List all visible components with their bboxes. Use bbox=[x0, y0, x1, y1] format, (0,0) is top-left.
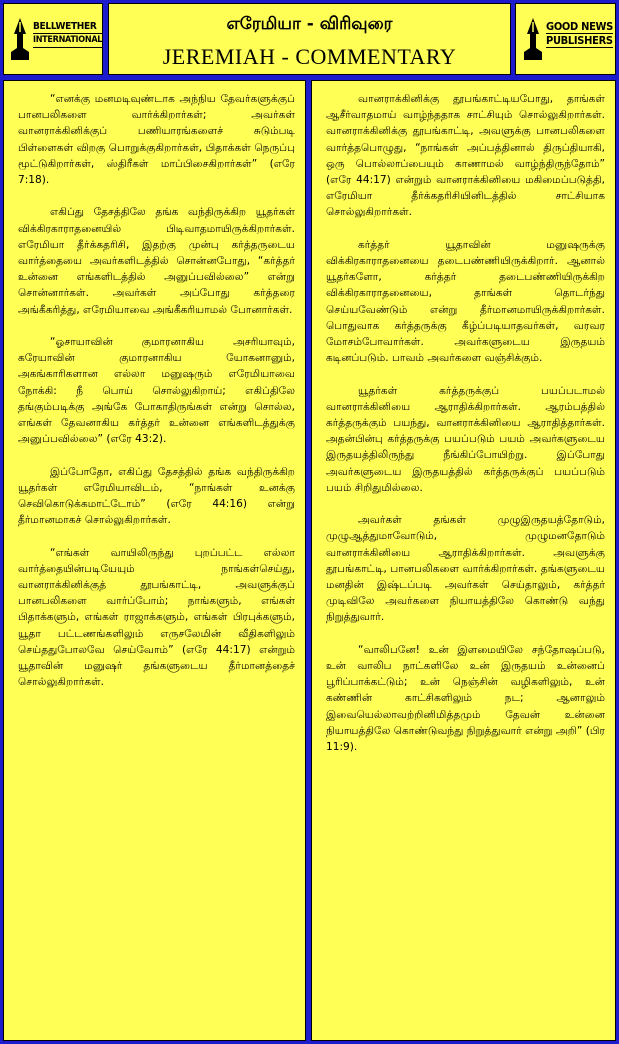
title-tamil: எரேமியா - விரிவுரை bbox=[226, 14, 393, 34]
logo-left-line2: INTERNATIONAL bbox=[33, 34, 102, 48]
paragraph: “வாலிபனே! உன் இளமையிலே சந்தோஷப்படு, உன் வாலிப நாட்களிலே உன் இருதயம் உன்னைப் பூரிப்பாக்கட்டும்; உன் நெஞ்சின் வழிகளிலும், உன் கண்ணின் காட்சிகளிலும் நட; ஆனாலும் இவையெல்லாவற்றினிமித்தமும் தேவன் உன்னை நியாயத்திலே கொண்டுவந்து நிறுத்துவார் என்று அறி” (பிர 11:9). bbox=[326, 643, 605, 754]
good-news-logo bbox=[515, 3, 616, 75]
paragraph: “எங்கள் வாயிலிருந்து புறப்பட்ட எல்லா வார்த்தையின்படியேயும் நாங்கள்செய்து, வானராக்கினிக்குத் தூபங்காட்டி, அவளுக்குப் பானபலிகளை வார்ப்போம்; நாங்களும், எங்கள் பிதாக்களும், எங்கள் ராஜாக்களும், எங்கள் பிரபுக்களும், யூதா பட்டணங்களிலும் எருசலேமின் வீதிகளிலும் செய்ததுபோலவே செய்வோம்” (எரே 44:17) என்றும் யூதாவின் மனுஷர் தங்களுடைய தீர்மானத்தைச் சொல்லுகிறார்கள். bbox=[18, 546, 295, 689]
paragraph: யூதர்கள் கர்த்தருக்குப் பயப்படாமல் வானராக்கினியை ஆராதிக்கிறார்கள். ஆரம்பத்தில் கர்த்தருக்கும் பயந்து, வானராக்கினியை ஆராதித்தார்கள். அதன்பின்பு கர்த்தருக்கு பயப்படும் பயம் அவர்களுடைய இருதயத்திலிருந்து நீங்கிப்போயிற்று. இப்போது அவர்களுடைய இருதயத்தில் கர்த்தருக்குப் பயப்படும் பயம் சிறிதுமில்லை. bbox=[326, 384, 605, 494]
logo-right-line2: PUBLISHERS bbox=[546, 34, 613, 47]
paragraph: இப்போதோ, எகிப்து தேசத்தில் தங்க வந்திருக்கிற யூதர்கள் எரேமியாவிடம், “நாங்கள் உனக்கு செவிகொடுக்கமாட்டோம்” (எரே 44:16) என்று தீர்மானமாகச் சொல்லுகிறார்கள். bbox=[18, 465, 295, 527]
left-column bbox=[3, 80, 306, 1041]
right-column-text bbox=[326, 91, 605, 771]
bellwether-logo bbox=[3, 3, 103, 75]
right-column bbox=[311, 80, 616, 1041]
paragraph: கர்த்தர் யூதாவின் மனுஷருக்கு விக்கிரகாராதனையை தடைபண்ணியிருக்கிறார். ஆனால் யூதர்களோ, கர்த்தர் தடைபண்ணியிருக்கிற விக்கிரகாராதனையை, தாங்கள் தொடர்ந்து செய்யவேண்டும் என்று தீர்மானமாயிருக்கிறார்கள். பொதுவாக கர்த்தருக்கு கீழ்ப்படியாதவர்கள், வரவர மோசம்போவார்கள். அவர்களுடைய இருதயம் கடினப்படும். பாவம் அவர்களை வஞ்சிக்கும். bbox=[326, 238, 605, 365]
paragraph: வானராக்கினிக்கு தூபங்காட்டியபோது, தாங்கள் ஆசீர்வாதமாய் வாழ்ந்ததாக சாட்சியும் சொல்லுகிறார்கள். வானராக்கினிக்கு தூபங்காட்டி, அவளுக்கு பானபலிகளை வார்த்தபொழுது, “நாங்கள் அப்பத்தினால் திருப்தியாகி, ஒரு பொல்லாப்பையும் காணாமல் வாழ்ந்திருந்தோம்” (எரே 44:17) என்றும் வானராக்கினியை மகிமைப்படுத்தி, எரேமியா தீர்க்கதரிசியினிடத்தில் சாட்சியாக சொல்லுகிறார்கள். bbox=[326, 93, 605, 219]
logo-left-line1: BELLWETHER bbox=[33, 20, 102, 34]
paragraph: அவர்கள் தங்கள் முழுஇருதயத்தோடும், முழுஆத்துமாவோடும், முழுமனதோடும் வானராக்கினியை ஆராதிக்கிறார்கள். அவளுக்கு தூபங்காட்டி, பானபலிகளை வார்க்கிறார்கள். தங்களுடைய மனதின் இஷ்டப்படி அவர்கள் செய்தாலும், கர்த்தர் முடிவிலே அவர்களை நியாயத்திலே கொண்டு வந்து நிறுத்துவார். bbox=[326, 514, 605, 624]
page-header bbox=[108, 3, 511, 75]
logo-right-line1: GOOD NEWS bbox=[546, 20, 613, 33]
pen-hand-icon bbox=[9, 16, 31, 62]
title-english: JEREMIAH - COMMENTARY bbox=[162, 44, 457, 69]
paragraph: எகிப்து தேசத்திலே தங்க வந்திருக்கிற யூதர்கள் விக்கிரகாராதனையில் பிடிவாதமாயிருக்கிறார்கள். எரேமியா தீர்க்கதரிசி, இதற்கு முன்பு கர்த்தருடைய வார்த்தையை அவர்களிடத்தில் சொன்னபோது, “கர்த்தர் உன்னை எங்களிடத்தில் அனுப்பவில்லை” என்று சொன்னார்கள். அவர்கள் அப்போது கர்த்தரை அங்கீகரித்து, எரேமியாவை அங்கீகரியாமல் போனார்கள். bbox=[18, 206, 295, 316]
paragraph: “எனக்கு மனமடிவுண்டாக அந்நிய தேவர்களுக்குப் பானபலிகளை வார்க்கிறார்கள்; அவர்கள் வானராக்கினிக்குப் பணியாரங்களைச் சுடும்படி பிள்ளைகள் விறகு பொறுக்குகிறார்கள், பிதாக்கள் நெருப்பு மூட்டுகிறார்கள், ஸ்திரீகள் மாப்பிசைகிறார்கள்” (எரே 7:18). bbox=[18, 93, 295, 187]
paragraph: “ஓசாயாவின் குமாரனாகிய அசரியாவும், கரேயாவின் குமாரனாகிய யோகனானும், அகங்காரிகளான எல்லா மனுஷரும் எரேமியாவை நோக்கி: நீ பொய் சொல்லுகிறாய்; எகிப்திலே தங்கும்படிக்கு அங்கே போகாதிருங்கள் என்று சொல்ல, எங்கள் தேவனாகிய கர்த்தர் உன்னை எங்களிடத்துக்கு அனுப்பவில்லை” (எரே 43:2). bbox=[18, 336, 295, 446]
left-column-text bbox=[18, 91, 295, 707]
pen-hand-icon bbox=[522, 16, 544, 62]
